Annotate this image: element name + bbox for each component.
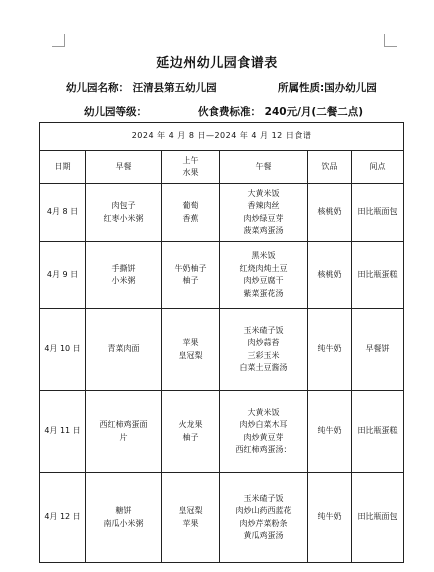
meal-fee-standard: 伙食费标准： 240元/月(二餐二点) xyxy=(198,106,364,118)
cell-breakfast: 手撕饼 小米粥 xyxy=(86,242,162,309)
cell-snack: 早餐饼 xyxy=(352,309,404,391)
kindergarten-name: 幼儿园名称： 汪清县第五幼儿园 xyxy=(66,82,217,94)
cell-fruit: 牛奶柚子 柚子 xyxy=(162,242,220,309)
cell-date: 4月 11 日 xyxy=(40,391,86,473)
cell-drink: 纯牛奶 xyxy=(308,473,352,563)
cell-lunch: 大黄米饭 香辣肉丝 肉炒绿豆芽 菠菜鸡蛋汤 xyxy=(220,184,308,242)
table-row xyxy=(40,184,404,242)
kindergarten-nature: 所属性质:国办幼儿园 xyxy=(278,82,377,94)
weekly-menu-table xyxy=(39,122,404,563)
header-drink: 饮品 xyxy=(308,151,352,184)
header-snack: 间点 xyxy=(352,151,404,184)
cell-date: 4月 9 日 xyxy=(40,242,86,309)
document-title: 延边州幼儿园食谱表 xyxy=(156,56,278,71)
crop-mark-top-left xyxy=(52,34,65,47)
cell-snack: 田比瓶蛋糕 xyxy=(352,242,404,309)
cell-drink: 核桃奶 xyxy=(308,242,352,309)
cell-lunch: 玉米碴子饭 肉炒山药西蓝花 肉炒芹菜粉条 黄瓜鸡蛋汤 xyxy=(220,473,308,563)
cell-breakfast: 青菜肉面 xyxy=(86,309,162,391)
cell-drink: 核桃奶 xyxy=(308,184,352,242)
cell-date: 4月 12 日 xyxy=(40,473,86,563)
cell-lunch: 玉米碴子饭 肉炒蒜苔 三彩玉米 白菜土豆酱汤 xyxy=(220,309,308,391)
cell-drink: 纯牛奶 xyxy=(308,391,352,473)
cell-fruit: 苹果 皇冠梨 xyxy=(162,309,220,391)
cell-snack: 田比瓶蛋糕 xyxy=(352,391,404,473)
cell-fruit: 火龙果 柚子 xyxy=(162,391,220,473)
kindergarten-grade: 幼儿园等级： xyxy=(84,106,147,118)
header-lunch: 午餐 xyxy=(220,151,308,184)
table-row xyxy=(40,309,404,391)
cell-lunch: 黑米饭 红烧肉炖土豆 肉炒豆腐干 紫菜蛋花汤 xyxy=(220,242,308,309)
cell-date: 4月 10 日 xyxy=(40,309,86,391)
cell-fruit: 皇冠梨 苹果 xyxy=(162,473,220,563)
cell-date: 4月 8 日 xyxy=(40,184,86,242)
cell-breakfast: 肉包子 红枣小米粥 xyxy=(86,184,162,242)
cell-drink: 纯牛奶 xyxy=(308,309,352,391)
cell-snack: 田比瓶面包 xyxy=(352,184,404,242)
header-date: 日期 xyxy=(40,151,86,184)
cell-lunch: 大黄米饭 肉炒白菜木耳 肉炒黄豆芽 西红柿鸡蛋汤： xyxy=(220,391,308,473)
header-morning-fruit: 上午 水果 xyxy=(162,151,220,184)
header-breakfast: 早餐 xyxy=(86,151,162,184)
menu-date-range: 2024 年 4 月 8 日—2024 年 4 月 12 日食谱 xyxy=(40,123,404,151)
crop-mark-top-right xyxy=(384,34,397,47)
cell-fruit: 葡萄 香蕉 xyxy=(162,184,220,242)
cell-snack: 田比瓶面包 xyxy=(352,473,404,563)
table-header-row xyxy=(40,151,404,184)
table-row xyxy=(40,473,404,563)
cell-breakfast: 糖饼 南瓜小米粥 xyxy=(86,473,162,563)
cell-breakfast: 西红柿鸡蛋面 片 xyxy=(86,391,162,473)
table-row xyxy=(40,391,404,473)
table-row xyxy=(40,242,404,309)
